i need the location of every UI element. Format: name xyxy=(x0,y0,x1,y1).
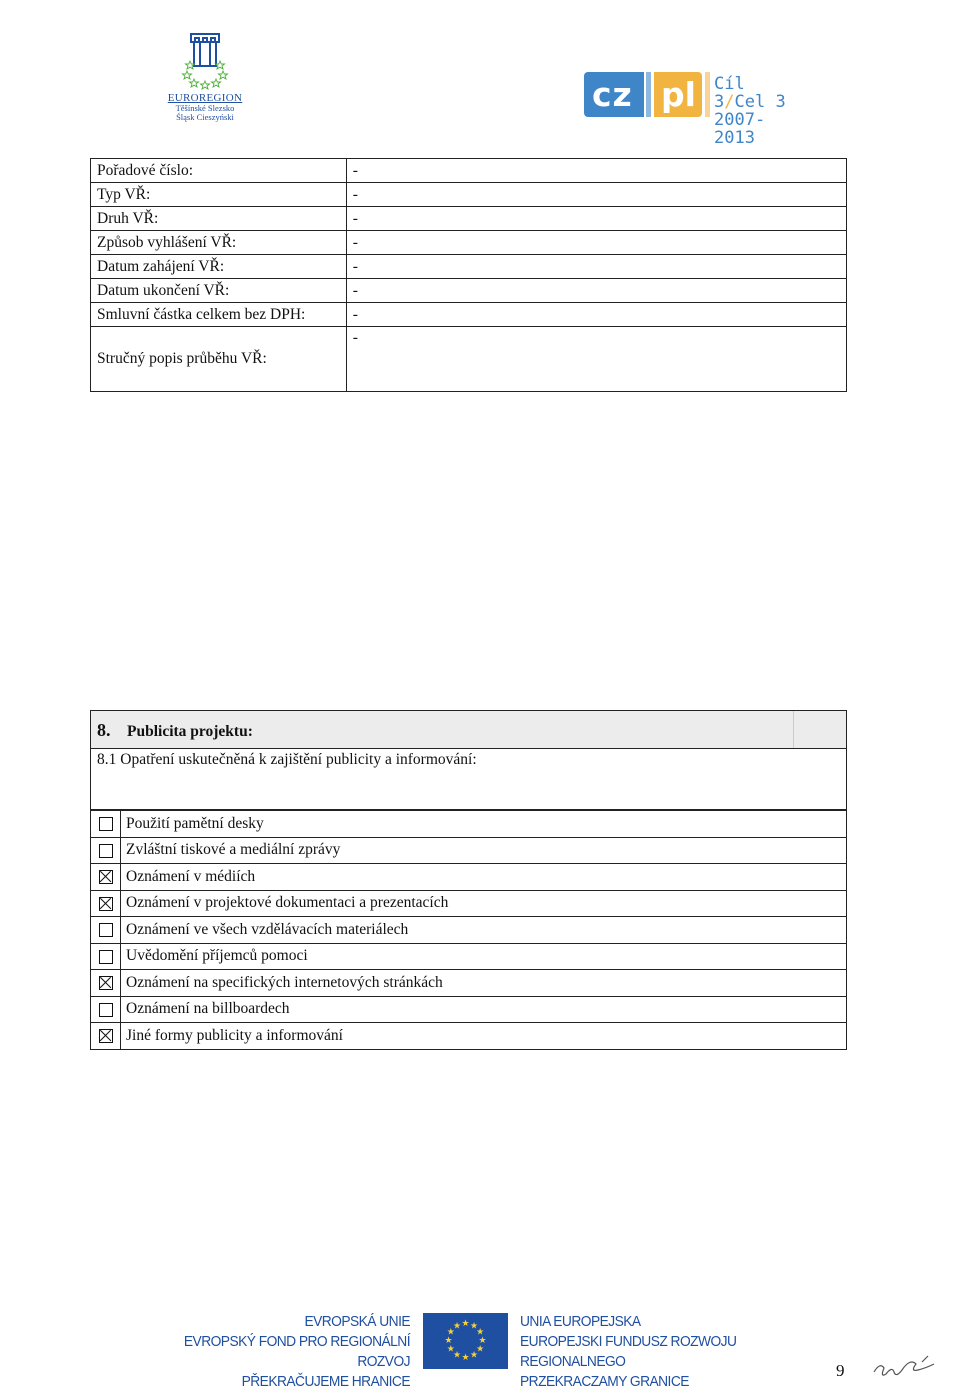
checklist-label: Oznámení na billboardech xyxy=(121,996,847,1023)
footer-pl-line: PRZEKRACZAMY GRANICE xyxy=(520,1373,689,1390)
section-subtitle-box xyxy=(90,748,847,810)
row-label: Pořadové číslo: xyxy=(91,159,347,183)
page-number: 9 xyxy=(836,1361,845,1380)
eu-flag-icon xyxy=(423,1313,508,1369)
row-value: - xyxy=(346,279,846,303)
checkbox-cell[interactable] xyxy=(91,864,121,891)
checkbox-checked[interactable] xyxy=(99,976,113,990)
header-cell xyxy=(793,711,846,748)
footer-cz-line: EVROPSKÝ FOND PRO REGIONÁLNÍ ROZVOJ xyxy=(183,1333,410,1370)
row-label: Datum zahájení VŘ: xyxy=(91,255,347,279)
svg-text:★: ★ xyxy=(469,1321,479,1332)
checklist-label: Zvláštní tiskové a mediální zprávy xyxy=(121,837,847,864)
row-label: Druh VŘ: xyxy=(91,207,347,231)
section-number: 8. xyxy=(97,720,111,740)
svg-text:★: ★ xyxy=(446,1327,455,1338)
checklist-row xyxy=(91,811,847,838)
section-subtitle: 8.1 Opatření uskutečněná k zajištění publicity a informování: xyxy=(97,751,477,768)
euroregion-logo xyxy=(160,28,250,122)
goal-pl: Cel 3 xyxy=(734,92,786,112)
row-label: Typ VŘ: xyxy=(91,183,347,207)
checkbox[interactable] xyxy=(99,950,113,964)
checkbox-cell[interactable] xyxy=(91,943,121,970)
section-header xyxy=(90,710,847,749)
table-row xyxy=(91,303,847,327)
table-row xyxy=(91,231,847,255)
checkbox-cell[interactable] xyxy=(91,996,121,1023)
checklist-row xyxy=(91,996,847,1023)
svg-text:★: ★ xyxy=(461,1319,470,1329)
logo-stripe xyxy=(646,72,651,117)
euroregion-subtitle-cz: Těšínské Slezsko xyxy=(175,103,235,113)
checkbox[interactable] xyxy=(99,923,113,937)
checkbox-cell[interactable] xyxy=(91,837,121,864)
table-row xyxy=(91,327,847,392)
svg-text:★: ★ xyxy=(446,1344,455,1355)
logo-stripe xyxy=(705,72,710,117)
checklist-row xyxy=(91,917,847,944)
svg-text:★: ★ xyxy=(461,1353,470,1363)
checklist-row xyxy=(91,1023,847,1050)
checkbox-checked[interactable] xyxy=(99,1029,113,1043)
table-row xyxy=(91,183,847,207)
checkbox[interactable] xyxy=(99,1003,113,1017)
cz-block xyxy=(584,72,644,117)
goal-years: 2007-2013 xyxy=(714,110,766,148)
checklist-label: Oznámení ve všech vzdělávacích materiálech xyxy=(121,917,847,944)
table-row xyxy=(91,207,847,231)
svg-text:★: ★ xyxy=(444,1336,453,1346)
footer-pl-line: UNIA EUROPEJSKA xyxy=(520,1313,641,1330)
footer-cz-line: EVROPSKÁ UNIE xyxy=(304,1313,410,1330)
svg-text:★: ★ xyxy=(476,1344,485,1355)
checkbox[interactable] xyxy=(99,844,113,858)
checklist-row xyxy=(91,837,847,864)
checkbox-cell[interactable] xyxy=(91,1023,121,1050)
table-row xyxy=(91,159,847,183)
footer-pl-line: EUROPEJSKI FUNDUSZ ROZWOJU REGIONALNEGO xyxy=(520,1333,737,1370)
row-label: Smluvní částka celkem bez DPH: xyxy=(91,303,347,327)
checklist-label: Oznámení na specifických internetových stránkách xyxy=(121,970,847,997)
euroregion-name: EUROREGION xyxy=(167,92,243,104)
checkbox-cell[interactable] xyxy=(91,890,121,917)
row-value: - xyxy=(346,159,846,183)
publicity-checklist xyxy=(90,810,847,1050)
euroregion-subtitle-pl: Śląsk Cieszyński xyxy=(176,112,234,122)
row-value: - xyxy=(346,231,846,255)
svg-text:★: ★ xyxy=(476,1327,485,1338)
checkbox-checked[interactable] xyxy=(99,897,113,911)
row-label: Stručný popis průběhu VŘ: xyxy=(91,327,347,392)
table-row xyxy=(91,279,847,303)
checklist-label: Jiné formy publicity a informování xyxy=(121,1023,847,1050)
checkbox[interactable] xyxy=(99,817,113,831)
checkbox-checked[interactable] xyxy=(99,870,113,884)
svg-text:★: ★ xyxy=(452,1321,462,1332)
tower-stars-icon xyxy=(170,28,240,90)
checklist-row xyxy=(91,864,847,891)
footer-cz-text xyxy=(162,1312,410,1392)
checklist-row xyxy=(91,943,847,970)
checklist-row xyxy=(91,970,847,997)
checklist-label: Uvědomění příjemců pomoci xyxy=(121,943,847,970)
checklist-label: Oznámení v projektové dokumentaci a prezentacích xyxy=(121,890,847,917)
checklist-row xyxy=(91,890,847,917)
checkbox-cell[interactable] xyxy=(91,917,121,944)
goal-cz: Cíl 3 xyxy=(714,74,745,112)
checklist-label: Použití pamětní desky xyxy=(121,811,847,838)
checkbox-cell[interactable] xyxy=(91,811,121,838)
row-value: - xyxy=(346,303,846,327)
procurement-table xyxy=(90,158,847,392)
footer-pl-text xyxy=(520,1312,814,1392)
row-value: - xyxy=(346,327,846,392)
section-title: Publicita projektu: xyxy=(127,723,253,740)
checklist-label: Oznámení v médiích xyxy=(121,864,847,891)
row-label: Způsob vyhlášení VŘ: xyxy=(91,231,347,255)
footer-cz-line: PŘEKRAČUJEME HRANICE xyxy=(241,1373,410,1390)
svg-text:★: ★ xyxy=(469,1350,479,1361)
table-row xyxy=(91,255,847,279)
row-value: - xyxy=(346,207,846,231)
row-value: - xyxy=(346,255,846,279)
cz-text: cz xyxy=(592,75,633,114)
checkbox-cell[interactable] xyxy=(91,970,121,997)
handwritten-initials xyxy=(868,1350,948,1391)
goal-label: Cíl 3/Cel 3 2007-2013 xyxy=(714,75,806,147)
svg-text:★: ★ xyxy=(452,1350,462,1361)
row-label: Datum ukončení VŘ: xyxy=(91,279,347,303)
row-value: - xyxy=(346,183,846,207)
svg-text:★: ★ xyxy=(478,1336,487,1346)
pl-text: pl xyxy=(661,75,696,114)
czpl-program-logo xyxy=(584,72,806,148)
pl-block xyxy=(654,72,702,117)
